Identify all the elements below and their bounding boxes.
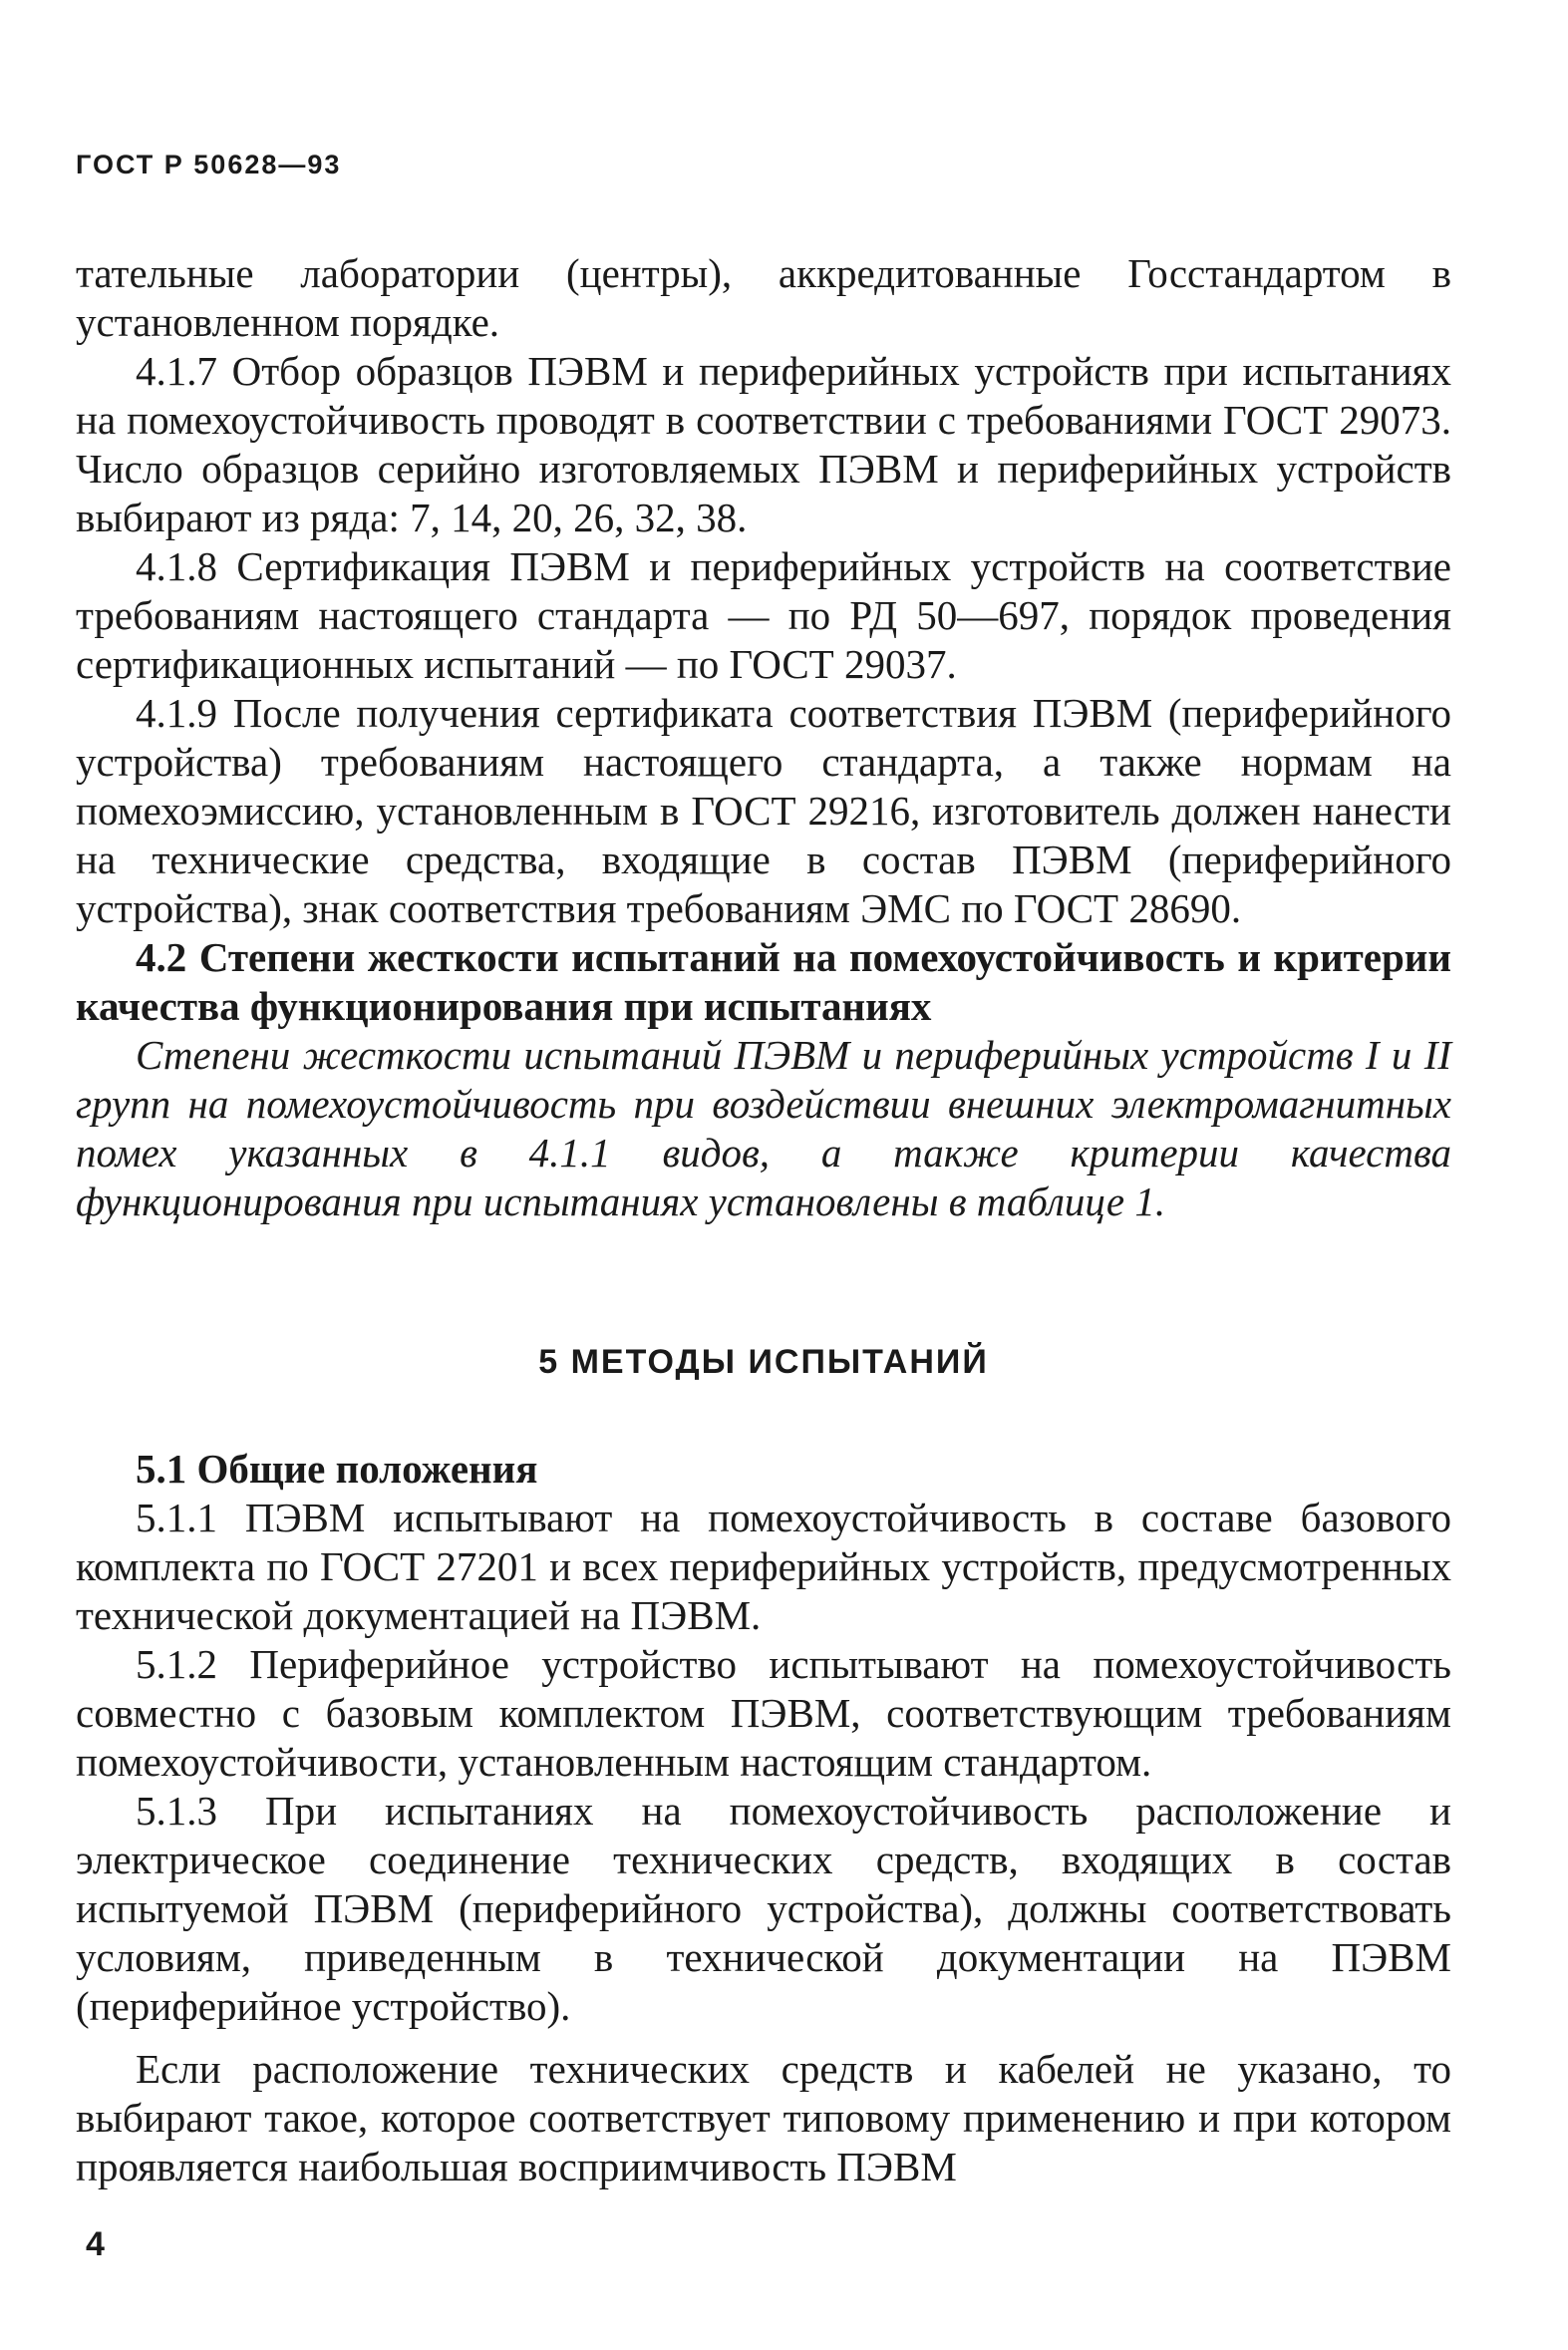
clause-4-1-8: 4.1.8 Сертификация ПЭВМ и периферийных устройств на соответствие требованиям настоящего стандарта — по РД 50—697, порядок проведения сертификационных испытаний — по ГОСТ 29037. <box>76 543 1451 687</box>
clause-5-1-3-continuation: Если расположение технических средств и кабелей не указано, то выбирают такое, которое соответствует типовому применению и при котором проявляется наибольшая восприимчивость ПЭВМ <box>76 2046 1451 2189</box>
clause-5-1-3: 5.1.3 При испытаниях на помехоустойчивость расположение и электрическое соединение технических средств, входящих в состав испытуемой ПЭВМ (периферийного устройства), должны соответствовать условиям, приведенным в технической документации на ПЭВМ (периферийное устройство). <box>76 1788 1451 2029</box>
clause-4-2-heading: 4.2 Степени жесткости испытаний на помехоустойчивость и критерии качества функционирования при испытаниях <box>76 934 1451 1029</box>
paragraph-continuation: тательные лаборатории (центры), аккредитованные Госстандартом в установленном порядке. <box>76 250 1451 345</box>
clause-5-1-1: 5.1.1 ПЭВМ испытывают на помехоустойчивость в составе базового комплекта по ГОСТ 27201 и всех периферийных устройств, предусмотренных технической документацией на ПЭВМ. <box>76 1495 1451 1638</box>
clause-4-1-9: 4.1.9 После получения сертификата соответствия ПЭВМ (периферийного устройства) требованиям настоящего стандарта, а также нормам на помехоэмиссию, установленным в ГОСТ 29216, изготовитель должен нанести на технические средства, входящие в состав ПЭВМ (периферийного устройства), знак соответствия требованиям ЭМС по ГОСТ 28690. <box>76 690 1451 931</box>
page-header: ГОСТ Р 50628—93 <box>76 150 342 179</box>
clause-4-2-text: Степени жесткости испытаний ПЭВМ и периферийных устройств I и II групп на помехоустойчивость при воздействии внешних электромагнитных помех указанных в 4.1.1 видов, а также критерии качества функционирования при испытаниях установлены в таблице 1. <box>76 1032 1451 1224</box>
clause-5-1-heading: 5.1 Общие положения <box>136 1446 538 1492</box>
clause-4-1-7: 4.1.7 Отбор образцов ПЭВМ и периферийных устройств при испытаниях на помехоустойчивость проводят в соответствии с требованиями ГОСТ 29073. Число образцов серийно изготовляемых ПЭВМ и периферийных устройств выбирают из ряда: 7, 14, 20, 26, 32, 38. <box>76 348 1451 540</box>
section-5-title: 5 МЕТОДЫ ИСПЫТАНИЙ <box>538 1343 989 1381</box>
page-body <box>76 249 1451 2191</box>
clause-5-1-2: 5.1.2 Периферийное устройство испытывают на помехоустойчивость совместно с базовым комплектом ПЭВМ, соответствующим требованиям помехоустойчивости, установленным настоящим стандартом. <box>76 1641 1451 1785</box>
page-number: 4 <box>86 2225 105 2263</box>
